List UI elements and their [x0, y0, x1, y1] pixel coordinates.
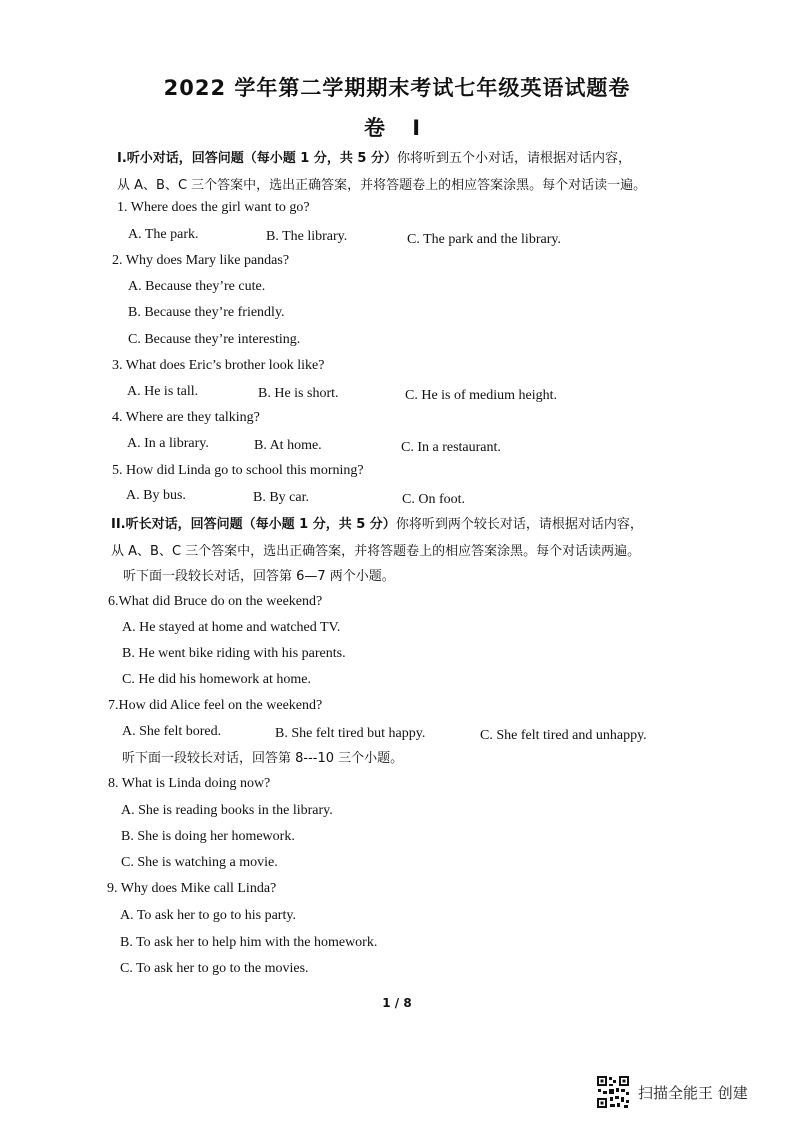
q2-option-c: C. Because they’re interesting.	[128, 332, 301, 347]
section-1-heading-line	[117, 150, 631, 168]
question-6: 6.What did Bruce do on the weekend?	[108, 594, 323, 609]
q6-option-b: B. He went bike riding with his parents.	[122, 646, 346, 661]
question-7: 7.How did Alice feel on the weekend?	[108, 698, 323, 713]
q5-option-a: A. By bus.	[126, 488, 186, 503]
q8-option-c: C. She is watching a movie.	[121, 855, 278, 870]
q4-option-c: C. In a restaurant.	[401, 440, 501, 455]
q7-option-c: C. She felt tired and unhappy.	[480, 728, 647, 743]
q3-option-b: B. He is short.	[258, 386, 339, 401]
q1-option-b: B. The library.	[266, 229, 348, 244]
page-title: 2022 学年第二学期期末考试七年级英语试题卷	[163, 76, 631, 100]
question-3: 3. What does Eric’s brother look like?	[112, 358, 325, 373]
q4-option-b: B. At home.	[254, 438, 322, 453]
paper-part-title: 卷 I	[363, 116, 431, 140]
section-2-heading: II.听长对话，回答问题（每小题 1 分，共 5 分）	[111, 517, 396, 532]
q8-option-a: A. She is reading books in the library.	[121, 803, 333, 818]
scanner-label: 扫描全能王 创建	[638, 1083, 748, 1102]
q6-option-c: C. He did his homework at home.	[122, 672, 311, 687]
section-2-instruction-line2: 从 A、B、C 三个答案中，选出正确答案，并将答题卷上的相应答案涂黑。每个对话读两遍。	[111, 544, 641, 559]
question-9: 9. Why does Mike call Linda?	[107, 881, 277, 896]
q6-option-a: A. He stayed at home and watched TV.	[122, 620, 341, 635]
q1-option-a: A. The park.	[128, 227, 199, 242]
qr-code-icon	[596, 1075, 630, 1109]
q2-option-a: A. Because they’re cute.	[128, 279, 266, 294]
scanner-watermark	[596, 1075, 748, 1109]
q5-option-b: B. By car.	[253, 490, 309, 505]
q7-option-a: A. She felt bored.	[122, 724, 222, 739]
section-1-instruction: 你将听到五个小对话，请根据对话内容，	[396, 151, 631, 166]
q5-option-c: C. On foot.	[402, 492, 465, 507]
q1-option-c: C. The park and the library.	[407, 232, 561, 247]
section-2-intro-a: 听下面一段较长对话，回答第 6—7 两个小题。	[123, 569, 395, 584]
q9-option-a: A. To ask her to go to his party.	[120, 908, 296, 923]
question-2: 2. Why does Mary like pandas?	[112, 253, 290, 268]
question-4: 4. Where are they talking?	[112, 410, 260, 425]
q9-option-c: C. To ask her to go to the movies.	[120, 961, 309, 976]
q4-option-a: A. In a library.	[127, 436, 209, 451]
page-number: 1 / 8	[382, 996, 412, 1010]
q8-option-b: B. She is doing her homework.	[121, 829, 295, 844]
question-5: 5. How did Linda go to school this morning?	[112, 463, 364, 478]
q9-option-b: B. To ask her to help him with the homework.	[120, 935, 378, 950]
q3-option-c: C. He is of medium height.	[405, 388, 558, 403]
section-1-instruction-line2: 从 A、B、C 三个答案中，选出正确答案，并将答题卷上的相应答案涂黑。每个对话读一遍。	[117, 178, 647, 193]
q3-option-a: A. He is tall.	[127, 384, 199, 399]
section-2-heading-line	[111, 516, 643, 534]
q7-option-b: B. She felt tired but happy.	[275, 726, 426, 741]
section-1-heading: I.听小对话，回答问题（每小题 1 分，共 5 分）	[117, 151, 397, 166]
question-8: 8. What is Linda doing now?	[108, 776, 271, 791]
section-2-intro-b: 听下面一段较长对话，回答第 8---10 三个小题。	[122, 751, 404, 766]
question-1: 1. Where does the girl want to go?	[117, 200, 310, 215]
q2-option-b: B. Because they’re friendly.	[128, 305, 285, 320]
section-2-instruction: 你将听到两个较长对话，请根据对话内容，	[395, 517, 643, 532]
